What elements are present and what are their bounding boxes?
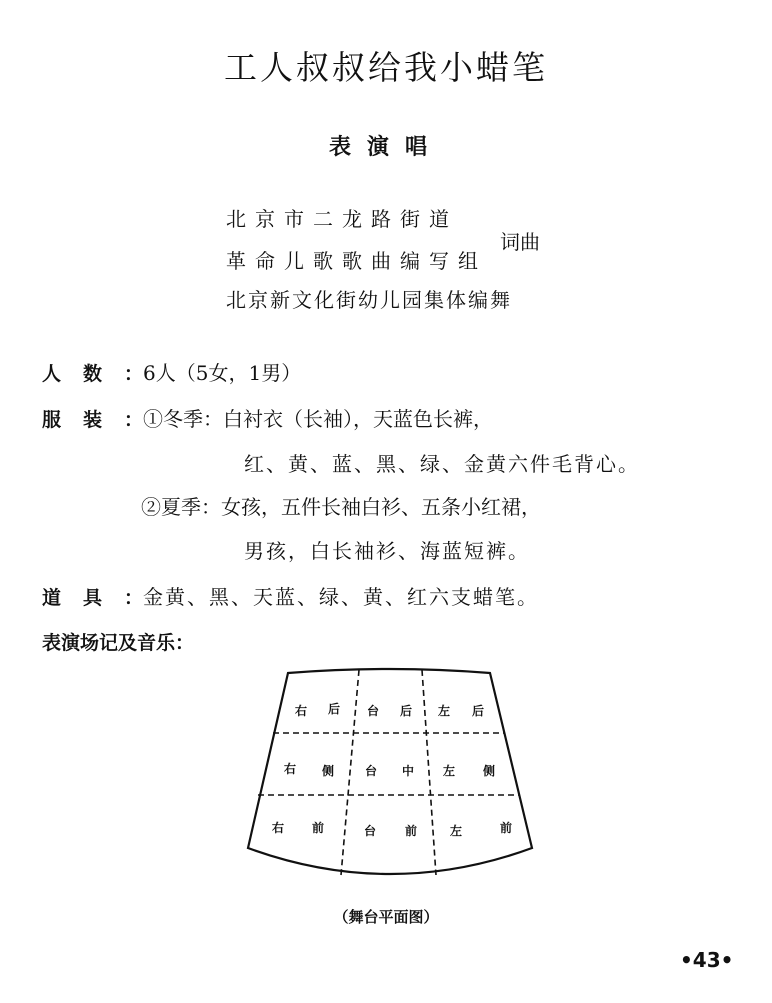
props-value: 金黄、黑、天蓝、绿、黄、红六支蜡笔。 — [143, 585, 540, 609]
props-label: 道具 — [42, 587, 125, 609]
performers-value: 6人（5女，1男） — [143, 361, 302, 385]
costume-winter-line-2: 红、黄、蓝、黑、绿、金黄六件毛背心。 — [244, 452, 640, 476]
stage-cell-text: 侧 — [483, 764, 496, 778]
props-colon: ： — [124, 587, 144, 609]
performers-row — [42, 357, 301, 386]
stage-cell-text: 前 — [405, 824, 418, 838]
page-number: •43• — [680, 948, 734, 972]
stage-cell-text: 中 — [402, 764, 415, 778]
props-row — [42, 581, 539, 610]
stage-cell-text: 左 — [443, 764, 456, 778]
costume-winter-line-1: ①冬季：白衬衣（长袖），天蓝色长裤， — [143, 407, 494, 431]
credit-line-1: 北京市二龙路街道 — [226, 207, 458, 231]
stage-cell-text: 左 — [438, 704, 451, 718]
stage-cell-text: 台 — [365, 764, 378, 778]
stage-divider-v2 — [422, 670, 436, 875]
performers-label: 人数 — [42, 363, 125, 385]
credit-line-2: 革命儿歌歌曲编写组 — [226, 249, 487, 273]
costume-summer-line-1: ②夏季：女孩，五件长袖白衫、五条小红裙， — [141, 495, 541, 519]
stage-cell-text: 侧 — [322, 764, 335, 778]
stage-divider-v1 — [341, 670, 359, 875]
section-title: 表演场记及音乐： — [42, 632, 195, 654]
costume-label: 服装 — [42, 409, 125, 431]
stage-cell-text: 前 — [312, 821, 325, 835]
costume-summer-line-2: 男孩，白长袖衫、海蓝短裤。 — [244, 539, 530, 563]
performers-colon: ： — [124, 363, 144, 385]
stage-cell-text: 前 — [500, 821, 513, 835]
stage-cell-text: 右 — [272, 821, 285, 835]
stage-floor-plan — [240, 660, 540, 890]
stage-caption: （舞台平面图） — [333, 908, 439, 926]
stage-cell-text: 右 — [295, 704, 308, 718]
stage-cell-text: 后 — [472, 704, 485, 718]
credit-role: 词曲 — [500, 230, 540, 254]
stage-cell-text: 右 — [284, 762, 297, 776]
page-title: 工人叔叔给我小蜡笔 — [224, 48, 548, 87]
stage-cell-text: 后 — [400, 704, 413, 718]
credit-line-3: 北京新文化街幼儿园集体编舞 — [226, 288, 512, 312]
stage-cell-text: 左 — [450, 824, 463, 838]
subtitle: 表演唱 — [328, 135, 443, 160]
stage-cell-text: 后 — [328, 702, 341, 716]
stage-cell-text: 台 — [364, 824, 377, 838]
stage-cell-text: 台 — [367, 704, 380, 718]
costume-row — [42, 403, 493, 432]
costume-colon: ： — [124, 409, 144, 431]
